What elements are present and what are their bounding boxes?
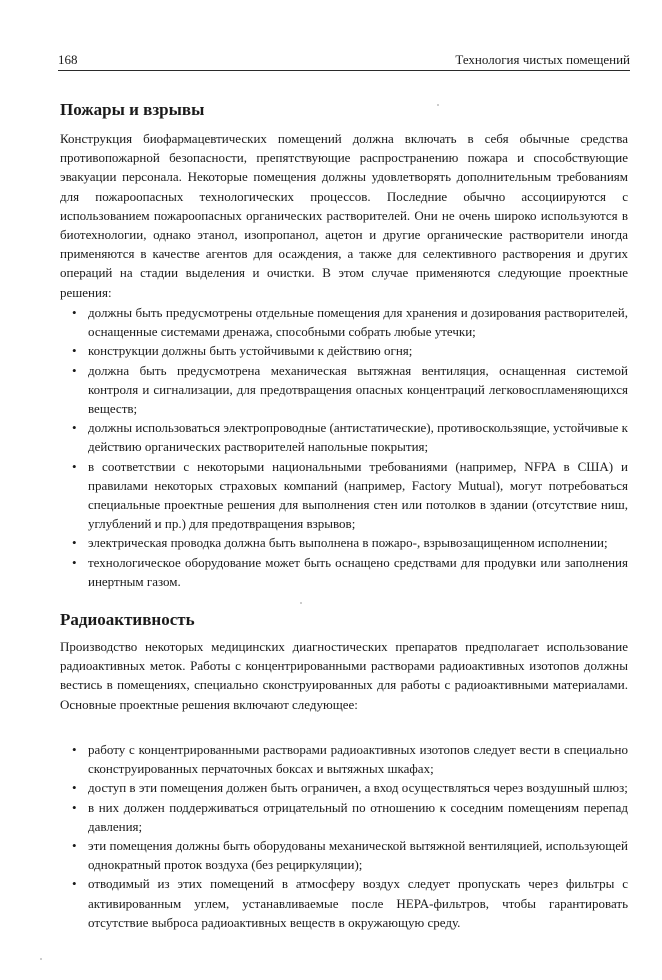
bullet-icon: • xyxy=(72,420,77,436)
list-item-text: должна быть предусмотрена механическая вытяжная вентиляция, оснащенная системой контроля и сигнализации, для предотвращения опасных концентраций легковоспламеняющихся веществ; xyxy=(88,362,628,417)
bullet-icon: • xyxy=(72,362,77,378)
list-item-text: в соответствии с некоторыми национальными требованиями (например, NFPA в США) и правилами некоторых страховых компаний (например, Factory Mutual), могут потребоваться специальные проектные решения для выполнения стен или потолков в здании (отсутствие ниш, углублений и пр.) для предотвращения взрывов; xyxy=(88,458,628,532)
list-item-text: конструкции должны быть устойчивыми к действию огня; xyxy=(88,343,413,359)
list-item xyxy=(60,778,628,797)
list-item-text: отводимый из этих помещений в атмосферу воздух следует пропускать через фильтры с активированным углем, устанавливаемые после HEPA-фильтров, чтобы гарантировать отсутствие выброса радиоактивных веществ в окружающую среду. xyxy=(88,876,628,930)
bullet-icon: • xyxy=(72,535,77,551)
list-item-text: электрическая проводка должна быть выполнена в пожаро-, взрывозащищенном исполнении; xyxy=(88,535,608,551)
list-item xyxy=(60,874,628,932)
list-item-text: должны быть предусмотрены отдельные помещения для хранения и дозирования растворителей, оснащенные системами дренажа, способными собрать любые утечки; xyxy=(88,305,628,340)
bullet-icon: • xyxy=(72,458,77,474)
bullet-icon: • xyxy=(72,305,77,320)
page-number: 168 xyxy=(58,52,78,67)
list-item-text: в них должен поддерживаться отрицательный по отношению к соседним помещениям перепад давления; xyxy=(88,799,628,834)
list-item xyxy=(60,740,628,778)
list-item xyxy=(60,303,628,341)
list-item-text: доступ в эти помещения должен быть ограничен, а вход осуществляться через воздушный шлюз; xyxy=(88,780,628,796)
list-item xyxy=(60,836,628,874)
section-fires-paragraph: Конструкция биофармацевтических помещений должна включать в себя обычные средства противопожарной безопасности, препятствующие распространению пожара и способствующие эвакуации персонала. Некоторые помещения должны удовлетворять дополнительным требованиям для пожароопасных технологических процессов. Последние обычно ассоциируются с использованием пожароопасных органических растворителей. Они не очень широко используются в биотехнологии, однако этанол, изопропанол, ацетон и другие органические растворители иногда применяются в качестве агентов для осаждения, а также для селективного растворения и других операций на стадии выделения и очистки. В этом случае применяются следующие проектные решения: xyxy=(60,131,628,300)
bullet-icon: • xyxy=(72,742,77,757)
bullet-icon: • xyxy=(72,343,77,359)
fires-bullet-list xyxy=(60,303,628,591)
list-item-text: технологическое оборудование может быть оснащено средствами для продувки или заполнения инертным газом. xyxy=(88,554,628,589)
list-item-text: должны использоваться электропроводные (антистатические), противоскользящие, устойчивые к действию органических растворителей напольные покрытия; xyxy=(88,420,628,455)
scan-speck xyxy=(40,958,42,960)
radioactivity-bullet-list xyxy=(60,740,628,932)
running-title: Технология чистых помещений xyxy=(455,52,630,67)
list-item xyxy=(60,457,628,534)
bullet-icon: • xyxy=(72,799,77,815)
scan-speck xyxy=(437,104,439,106)
list-item xyxy=(60,361,628,419)
bullet-icon: • xyxy=(72,876,77,892)
list-item xyxy=(60,798,628,836)
list-item xyxy=(60,418,628,456)
bullet-icon: • xyxy=(72,780,77,796)
section-heading-fires: Пожары и взрывы xyxy=(60,100,205,119)
list-item-text: работу с концентрированными растворами радиоактивных изотопов следует вести в специально сконструированных перчаточных боксах и вытяжных шкафах; xyxy=(88,742,628,777)
list-item-text: эти помещения должны быть оборудованы механической вытяжной вентиляцией, использующей однократный проток воздуха (без рециркуляции); xyxy=(88,838,628,873)
bullet-icon: • xyxy=(72,554,77,570)
header-rule xyxy=(58,70,630,71)
running-header xyxy=(58,50,630,70)
scan-speck xyxy=(300,602,302,604)
list-item xyxy=(60,553,628,591)
list-item xyxy=(60,533,628,552)
bullet-icon: • xyxy=(72,838,77,854)
section-radioactivity-paragraph: Производство некоторых медицинских диагностических препаратов предполагает использование радиоактивных меток. Работы с концентрированными растворами радиоактивных изотопов должны вестись в помещениях, специально сконструированных для работы с радиоактивными материалами. Основные проектные решения включают следующее: xyxy=(60,639,628,712)
list-item xyxy=(60,341,628,360)
section-heading-radioactivity: Радиоактивность xyxy=(60,610,195,629)
